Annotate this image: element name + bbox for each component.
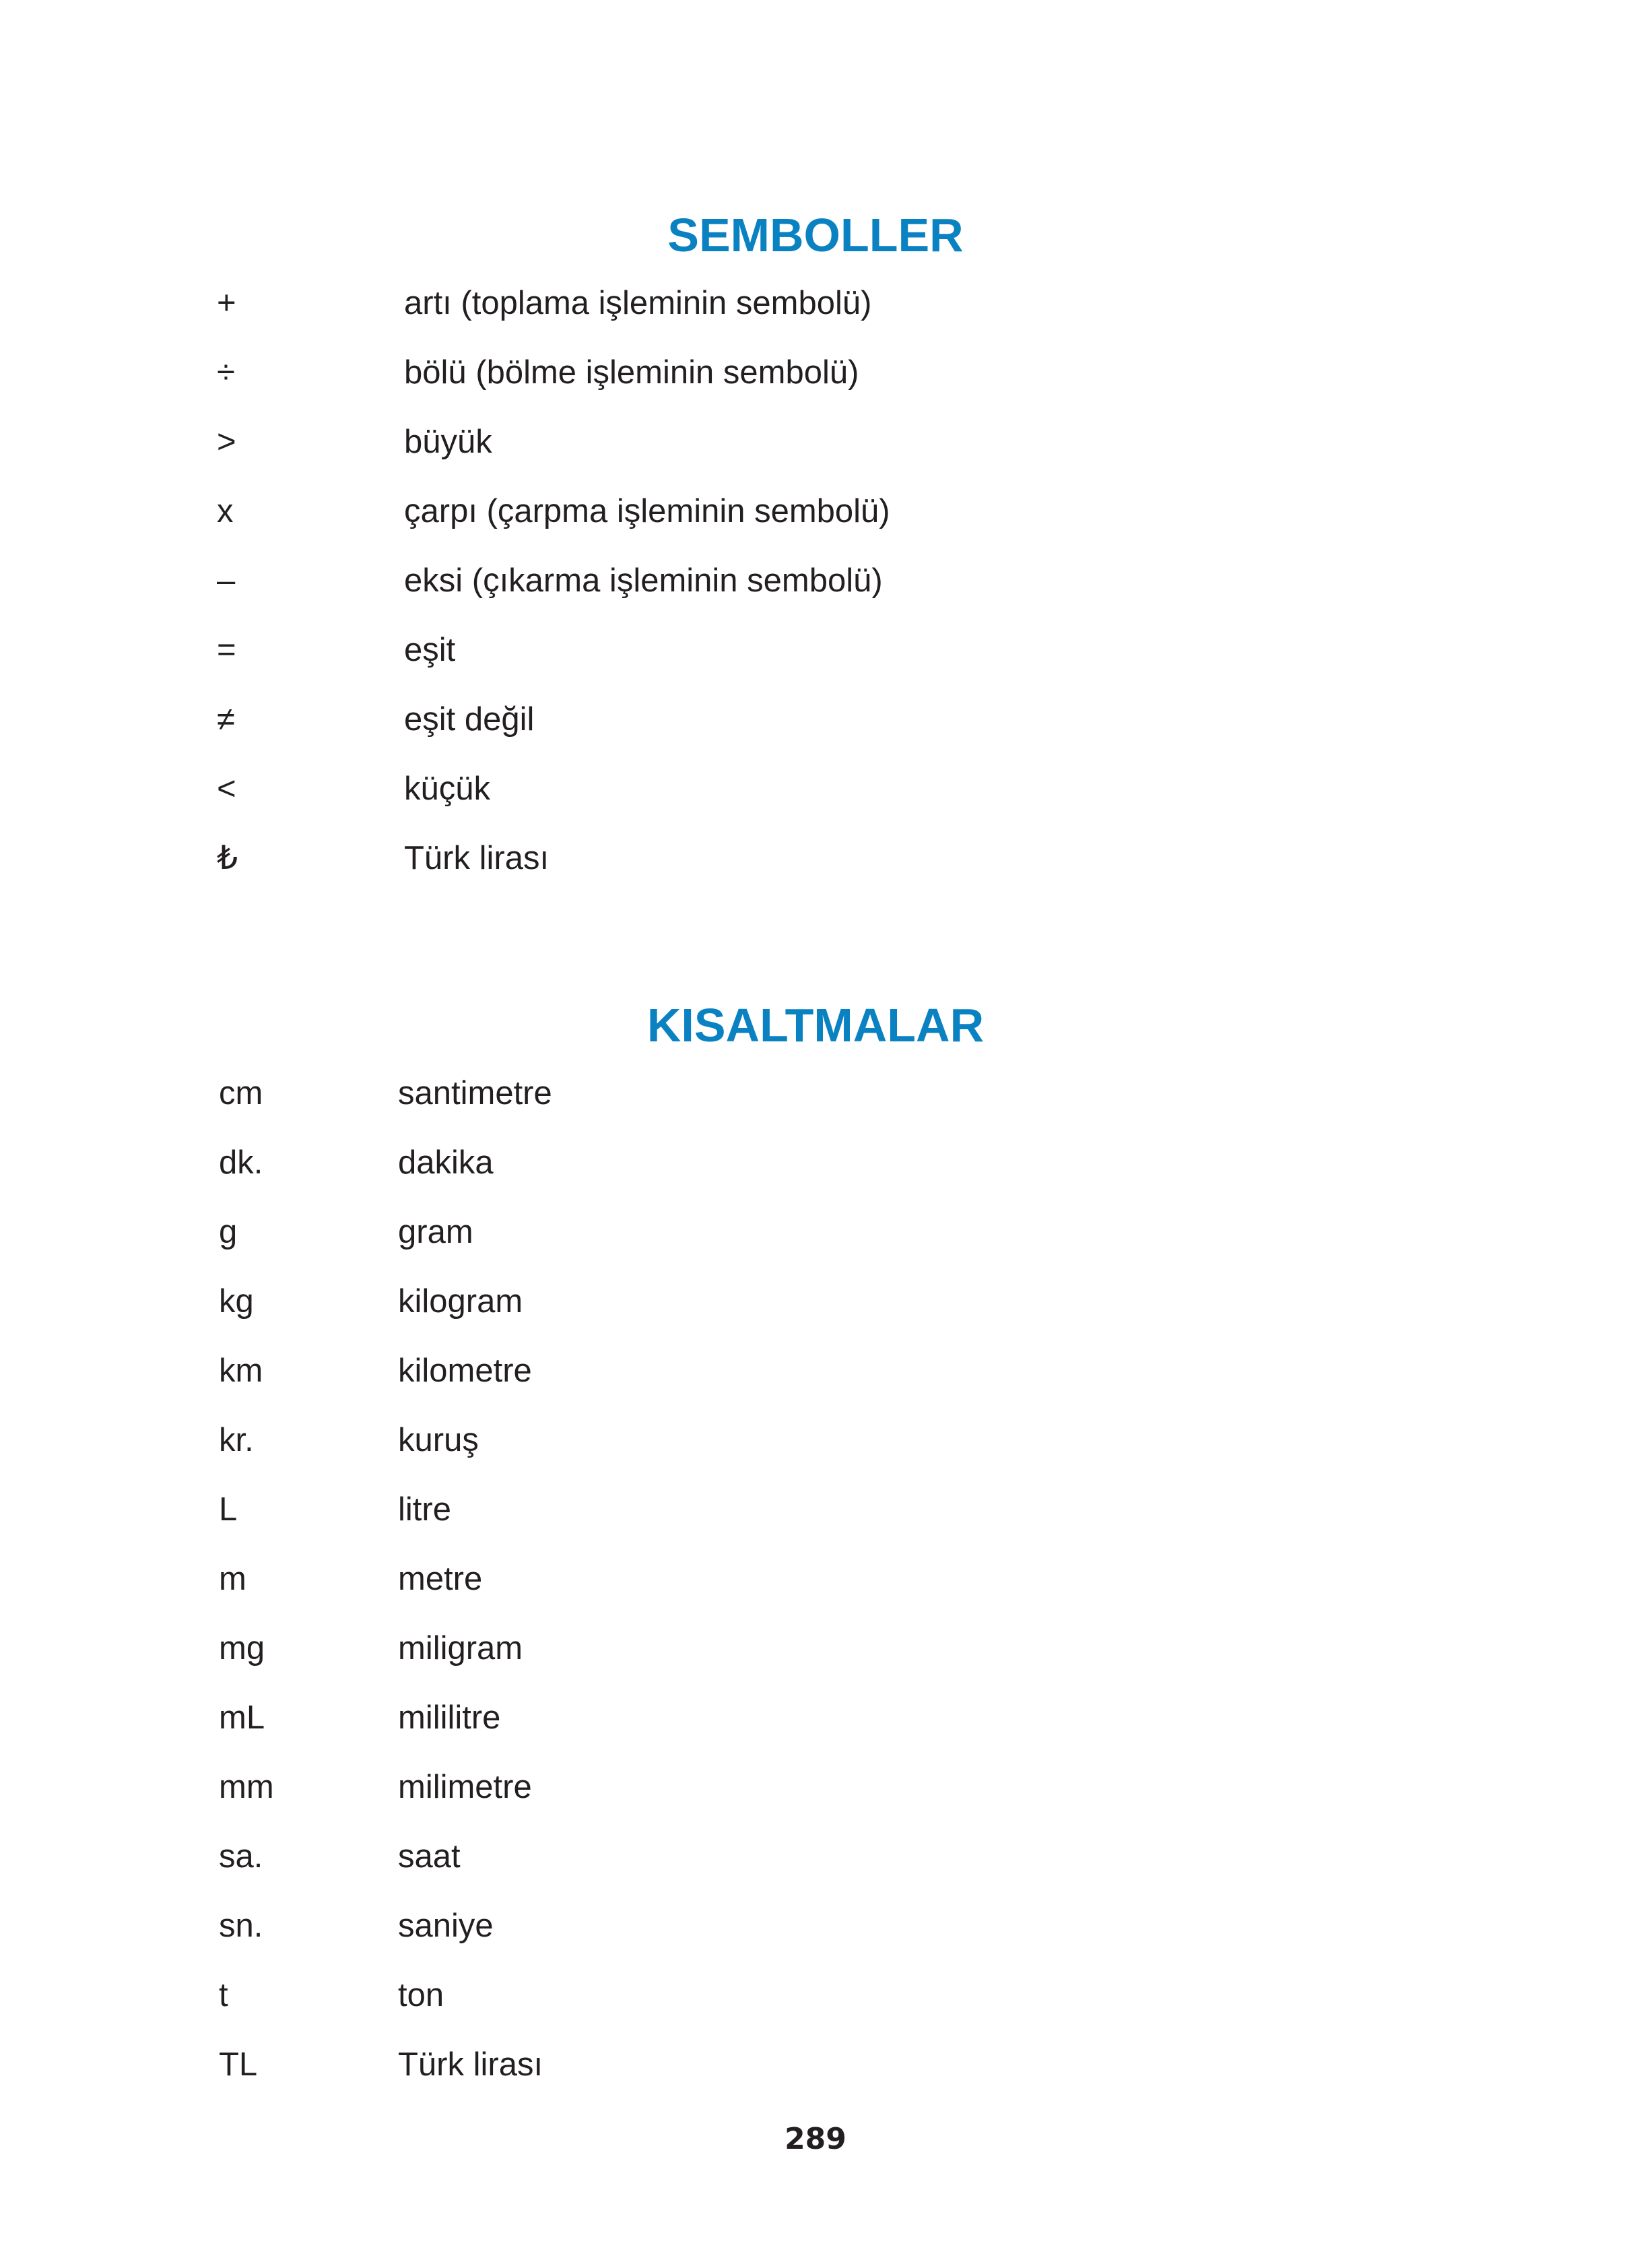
symbol-meaning: çarpı (çarpma işleminin sembolü) bbox=[404, 493, 890, 529]
list-item bbox=[0, 1349, 1631, 1419]
list-item bbox=[0, 1904, 1631, 1974]
list-item bbox=[0, 837, 1631, 906]
abbreviation-meaning: kilogram bbox=[398, 1283, 523, 1320]
abbreviation: m bbox=[219, 1561, 246, 1597]
abbreviation: kg bbox=[219, 1283, 254, 1320]
list-item bbox=[0, 282, 1631, 351]
list-item bbox=[0, 1835, 1631, 1904]
abbreviation-meaning: litre bbox=[398, 1491, 451, 1528]
list-item bbox=[0, 351, 1631, 420]
abbreviation-meaning: dakika bbox=[398, 1144, 494, 1181]
abbreviation-meaning: ton bbox=[398, 1977, 444, 2013]
symbol-meaning: eksi (çıkarma işleminin sembolü) bbox=[404, 562, 883, 599]
list-item bbox=[0, 1141, 1631, 1210]
symbol: ÷ bbox=[217, 354, 235, 391]
abbreviation: sn. bbox=[219, 1908, 263, 1944]
abbreviation-meaning: Türk lirası bbox=[398, 2046, 543, 2083]
abbreviation: TL bbox=[219, 2046, 258, 2083]
list-item bbox=[0, 1210, 1631, 1280]
symbol-meaning: artı (toplama işleminin sembolü) bbox=[404, 285, 872, 321]
list-item bbox=[0, 420, 1631, 490]
list-item bbox=[0, 1488, 1631, 1557]
abbreviation-meaning: milimetre bbox=[398, 1769, 532, 1805]
list-item bbox=[0, 1696, 1631, 1765]
list-item bbox=[0, 559, 1631, 628]
list-item bbox=[0, 2043, 1631, 2112]
symbol-meaning: bölü (bölme işleminin sembolü) bbox=[404, 354, 859, 391]
list-item bbox=[0, 1072, 1631, 1141]
symbol: ≠ bbox=[217, 701, 235, 738]
abbreviations-heading: KISALTMALAR bbox=[646, 999, 985, 1051]
abbreviation-meaning: gram bbox=[398, 1214, 473, 1250]
abbreviation: sa. bbox=[219, 1838, 263, 1875]
abbreviation-meaning: kuruş bbox=[398, 1422, 479, 1458]
symbol: – bbox=[217, 562, 236, 599]
list-item bbox=[0, 698, 1631, 767]
abbreviation: mg bbox=[219, 1630, 265, 1666]
symbol-meaning: eşit bbox=[404, 632, 456, 668]
list-item bbox=[0, 767, 1631, 837]
list-item bbox=[0, 490, 1631, 559]
list-item bbox=[0, 1280, 1631, 1349]
symbol: x bbox=[217, 493, 234, 529]
symbol: > bbox=[217, 424, 236, 460]
abbreviation-meaning: metre bbox=[398, 1561, 483, 1597]
list-item bbox=[0, 1419, 1631, 1488]
abbreviation: kr. bbox=[219, 1422, 254, 1458]
list-item bbox=[0, 1557, 1631, 1627]
list-item bbox=[0, 1974, 1631, 2043]
abbreviation-meaning: santimetre bbox=[398, 1075, 552, 1111]
abbreviation: mm bbox=[219, 1769, 274, 1805]
symbol: ₺ bbox=[217, 840, 238, 876]
abbreviation: L bbox=[219, 1491, 238, 1528]
symbols-heading: SEMBOLLER bbox=[667, 209, 964, 261]
page-number: 289 bbox=[785, 2122, 846, 2156]
symbols-list bbox=[0, 282, 1631, 906]
symbol-meaning: Türk lirası bbox=[404, 840, 550, 876]
abbreviation-meaning: miligram bbox=[398, 1630, 523, 1666]
symbol: + bbox=[217, 285, 236, 321]
abbreviation: t bbox=[219, 1977, 228, 2013]
abbreviation-meaning: kilometre bbox=[398, 1353, 532, 1389]
abbreviation-meaning: saniye bbox=[398, 1908, 494, 1944]
list-item bbox=[0, 1627, 1631, 1696]
list-item bbox=[0, 1765, 1631, 1835]
abbreviation: mL bbox=[219, 1699, 265, 1736]
abbreviation: g bbox=[219, 1214, 238, 1250]
abbreviation: cm bbox=[219, 1075, 263, 1111]
abbreviation-meaning: mililitre bbox=[398, 1699, 501, 1736]
abbreviation: km bbox=[219, 1353, 263, 1389]
list-item bbox=[0, 628, 1631, 698]
symbol: = bbox=[217, 632, 236, 668]
abbreviations-list bbox=[0, 1072, 1631, 2112]
symbol-meaning: küçük bbox=[404, 771, 491, 807]
abbreviation-meaning: saat bbox=[398, 1838, 461, 1875]
symbol: < bbox=[217, 771, 236, 807]
symbol-meaning: eşit değil bbox=[404, 701, 535, 738]
symbol-meaning: büyük bbox=[404, 424, 492, 460]
abbreviation: dk. bbox=[219, 1144, 263, 1181]
